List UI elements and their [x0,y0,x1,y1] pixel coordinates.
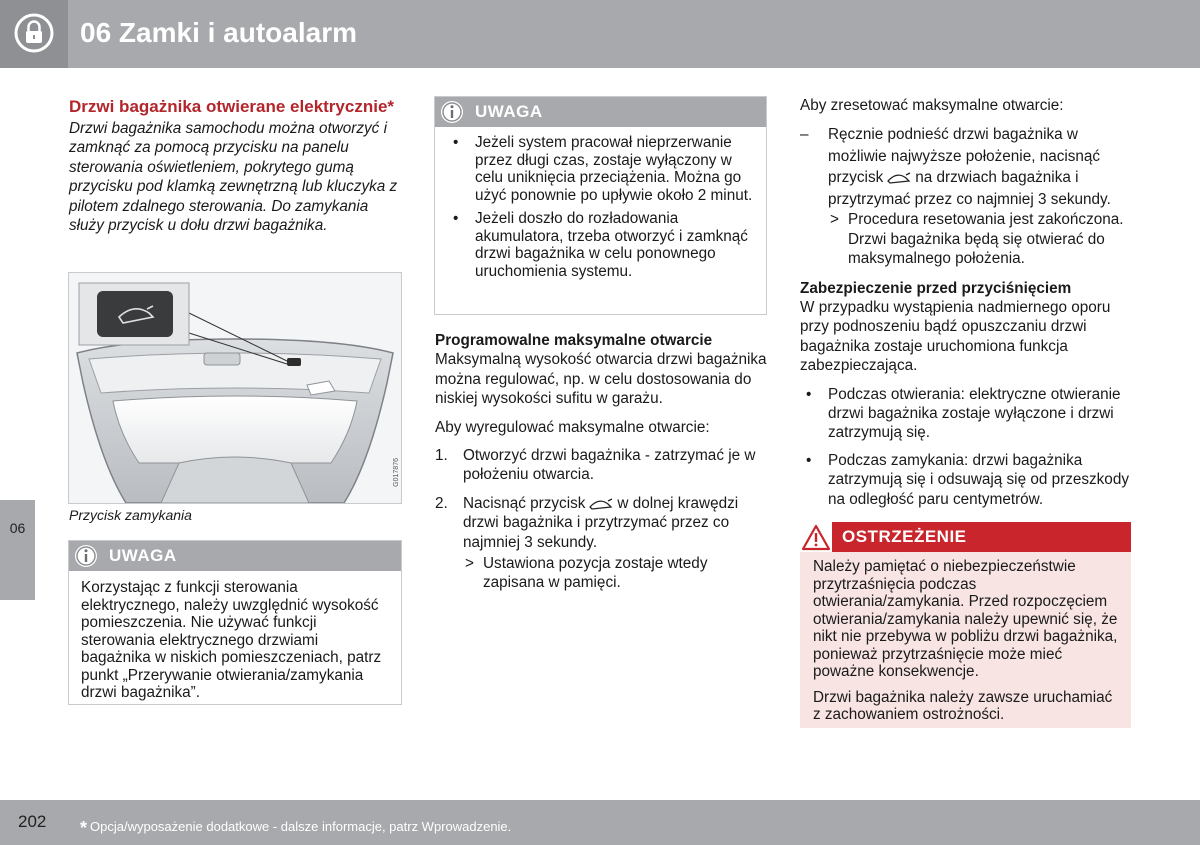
notice-body [435,127,766,294]
warning-header [800,522,1131,552]
reset-step [800,124,1135,210]
step-text: w dolnej krawędzi drzwi bagażnika i przytrzymać przez co najmniej 3 sekundy. [463,494,739,551]
chapter-tab-label: 06 [9,520,26,536]
step-text: Ręcznie podnieść drzwi bagażnika w możliwie najwyższe położenie, nacisnąć przycisk [828,126,1101,187]
page-number: 202 [18,812,47,831]
lock-icon [14,13,54,53]
subheading-pinch-protection: Zabezpieczenie przed przyciśnięciem [800,279,1072,297]
step-1 [435,446,767,485]
step-number: 2. [435,494,448,512]
warning-triangle-icon [800,522,832,552]
chapter-side-tab [0,500,35,600]
paragraph: Maksymalną wysokość otwarcia drzwi bagażnika można regulować, np. w celu dostosowania do niskiej wysokości sufitu w garażu. [435,351,767,408]
page-number-area [0,800,68,845]
step-text: Otworzyć drzwi bagażnika - zatrzymać je w położeniu otwarcia. [463,447,756,484]
warning-body [800,552,1131,724]
bullet-item: • Podczas otwierania: elektryczne otwieranie drzwi bagażnika zostaje wyłączone i drzwi zatrzymują się. [800,385,1135,443]
notice-title: UWAGA [109,546,177,565]
warning-text: Drzwi bagażnika należy zawsze uruchamiać z zachowaniem ostrożności. [813,688,1113,723]
notice-bullet: • Jeżeli system pracował nieprzerwanie przez długi czas, zostaje wyłączony w celu uniknięcia przeciążenia. Można go użyć ponownie po upływie około 2 minut. [447,134,756,204]
notice-header [435,97,766,127]
footnote [80,815,511,836]
warning-text: Należy pamiętać o niebezpieczeństwie przytrzaśnięcia podczas otwierania/zamykania. Przed rozpoczęciem otwierania/zamykania należy upewnić się, że nikt nie przebywa w pobliżu drzwi bagażnika, ponieważ przytrzaśnięcie może mieć poważne konsekwencje. [813,558,1118,680]
info-icon [440,100,464,124]
notice-bullet: • Jeżeli doszło do rozładowania akumulatora, trzeba otworzyć i zamknąć drzwi bagażnika w celu ponownego uruchomienia systemu. [447,210,756,280]
tailgate-button-icon [588,497,614,511]
step-text: na drzwiach bagażnika i przytrzymać przez co najmniej 3 sekundy. [828,169,1111,208]
section-heading: Drzwi bagażnika otwierane elektrycznie* [69,97,395,116]
figure-caption: Przycisk zamykania [69,507,192,523]
tailgate-figure [68,272,402,504]
footnote-asterisk: * [80,818,88,838]
step-number: 1. [435,447,448,465]
subheading-max-opening: Programowalne maksymalne otwarcie [435,332,713,349]
figure-code: G017876 [393,458,400,487]
section-intro: Drzwi bagażnika samochodu można otworzyć i zamknąć za pomocą przycisku na panelu sterowania oświetleniem, pokrytego gumą przycisku pod klamką zewnętrzną lub kluczyka z pilotem zdalnego sterowania. Do zamykania służy przycisk u dołu drzwi bagażnika. [69,120,398,235]
paragraph: W przypadku wystąpienia nadmiernego oporu przy podnoszeniu bądź opuszczaniu drzwi bagażnika zostaje uruchomiona funkcja zabezpieczająca. [800,299,1111,375]
warning-title: OSTRZEŻENIE [842,527,967,546]
header-icon-area [0,0,68,68]
step-result: > Procedura resetowania jest zakończona. Drzwi bagażnika będą się otwierać do maksymalnego położenia. [828,210,1135,268]
bullet-item: • Podczas zamykania: drzwi bagażnika zatrzymują się i odsuwają się od przeszkody na odległość paru centymetrów. [800,451,1135,509]
notice-header [69,541,401,571]
notice-text: Korzystając z funkcji sterowania elektrycznego, należy uwzględnić wysokość pomieszczenia. Nie używać funkcji sterowania elektrycznego drzwiami bagażnika w niskich pomieszczeniach, patrz punkt „Przerywanie otwierania/zamykania drzwi bagażnika”. [81,579,382,701]
notice-box-2 [434,96,767,315]
step-text: Nacisnąć przycisk [463,494,586,512]
header-bar [0,0,1200,68]
tailgate-button-icon [886,171,912,185]
footer-bar [0,800,1200,845]
column-1 [69,97,401,235]
notice-box-1 [68,540,402,705]
tailgate-illustration [69,273,401,503]
step-2 [435,494,767,552]
footnote-text: Opcja/wyposażenie dodatkowe - dalsze informacje, patrz Wprowadzenie. [90,819,512,834]
paragraph: Aby zresetować maksymalne otwarcie: [800,97,1064,114]
info-icon [74,544,98,568]
paragraph: Aby wyregulować maksymalne otwarcie: [435,418,710,436]
page-title: 06 Zamki i autoalarm [80,17,358,48]
warning-box [800,522,1131,728]
notice-title: UWAGA [475,102,543,121]
step-result: > Ustawiona pozycja zostaje wtedy zapisana w pamięci. [463,554,767,593]
column-3 [800,96,1135,515]
warning-icon-bg [800,522,832,552]
column-2 [435,331,767,593]
